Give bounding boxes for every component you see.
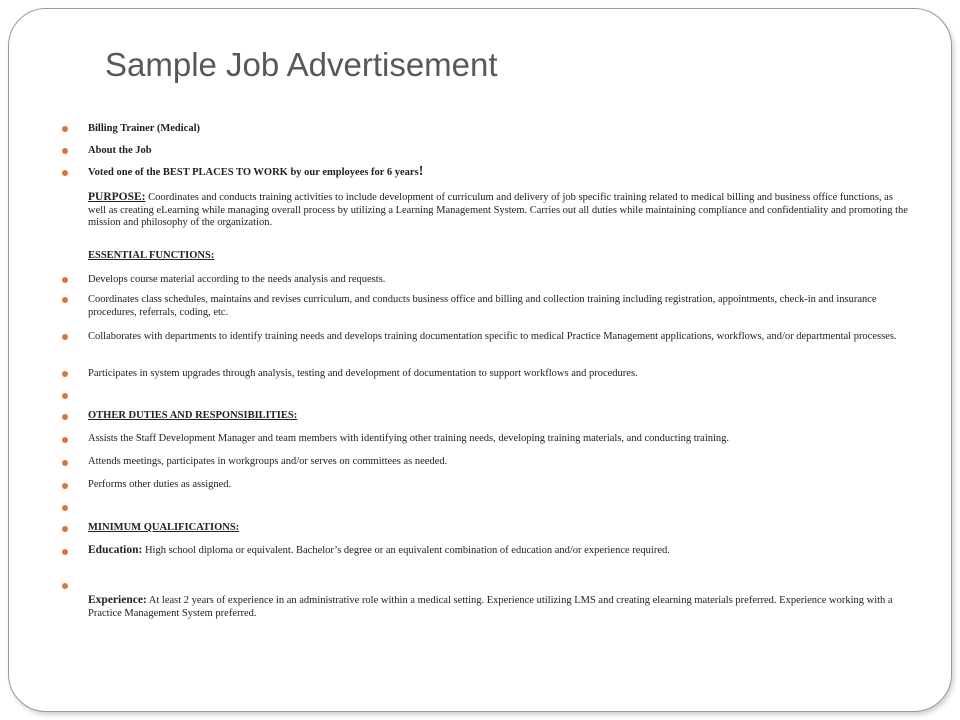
bullet-dot — [62, 334, 68, 340]
voted-line — [88, 166, 908, 180]
essential-functions-heading: ESSENTIAL FUNCTIONS: — [88, 250, 215, 261]
experience-label: Experience: — [88, 594, 147, 606]
other-duty-item: Performs other duties as assigned. — [88, 479, 232, 490]
essential-item: Collaborates with departments to identify training needs and develops training documentation specific to medical Practice Management applications, workflows, and/or departmental processes. — [88, 331, 897, 342]
bullet-dot — [62, 460, 68, 466]
education-label: Education: — [88, 544, 143, 556]
bullet-dot — [62, 414, 68, 420]
bullet-dot — [62, 437, 68, 443]
purpose-label: PURPOSE: — [88, 191, 146, 203]
bullet-dot — [62, 393, 68, 399]
bullet-dot — [62, 483, 68, 489]
education-text: High school diploma or equivalent. Bachelor’s degree or an equivalent combination of education and/or experience required. — [142, 545, 670, 556]
voted-exclamation: ! — [418, 164, 424, 179]
bullet-dot — [62, 126, 68, 132]
bullet-dot — [62, 505, 68, 511]
about-the-job: About the Job — [88, 145, 152, 156]
essential-item: Participates in system upgrades through analysis, testing and development of documentation to support workflows and procedures. — [88, 368, 638, 379]
bullet-dot — [62, 371, 68, 377]
bullet-dot — [62, 583, 68, 589]
other-duty-item: Attends meetings, participates in workgroups and/or serves on committees as needed. — [88, 456, 448, 467]
bullet-dot — [62, 297, 68, 303]
slide-title: Sample Job Advertisement — [105, 46, 498, 83]
education-line — [88, 544, 908, 558]
essential-item: Coordinates class schedules, maintains and revises curriculum, and conducts business office and billing and collection training including registration, appointments, check-in and insurance procedures, referrals, coding, etc. — [88, 294, 877, 318]
voted-text: Voted one of the BEST PLACES TO WORK by our employees for 6 years — [88, 167, 419, 178]
bullet-dot — [62, 170, 68, 176]
bullet-dot — [62, 277, 68, 283]
experience-text: At least 2 years of experience in an administrative role within a medical setting. Experience utilizing LMS and creating elearning materials preferred. Experience working with a Practice Management System preferred. — [88, 595, 893, 619]
job-title: Billing Trainer (Medical) — [88, 123, 200, 134]
experience-line — [88, 594, 908, 620]
bullet-dot — [62, 148, 68, 154]
other-duty-item: Assists the Staff Development Manager and team members with identifying other training needs, developing training materials, and conducting training. — [88, 433, 730, 444]
minimum-qualifications-heading: MINIMUM QUALIFICATIONS: — [88, 522, 240, 533]
purpose-paragraph — [88, 191, 908, 230]
other-duties-heading: OTHER DUTIES AND RESPONSIBILITIES: — [88, 410, 298, 421]
purpose-text: Coordinates and conducts training activities to include development of curriculum and delivery of job specific training related to medical billing and business office functions, as well as creating eLearning while managing overall process by utilizing a Learning Management System. Carries out all duties while maintaining compliance and confidentiality and promoting the mission and philosophy of the organization. — [88, 192, 908, 228]
bullet-dot — [62, 549, 68, 555]
bullet-dot — [62, 526, 68, 532]
essential-item: Develops course material according to the needs analysis and requests. — [88, 274, 386, 285]
